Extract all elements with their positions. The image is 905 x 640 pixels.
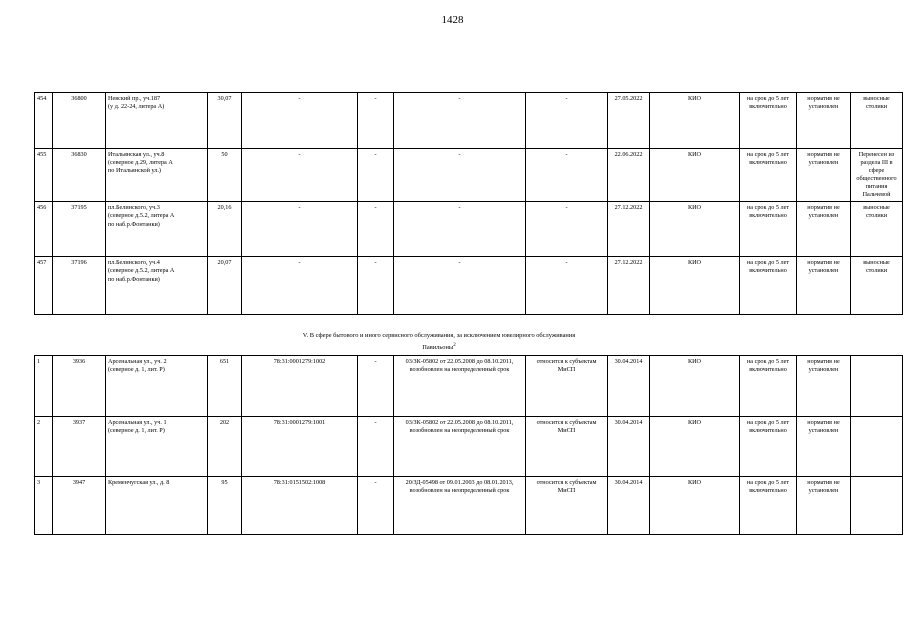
- cell-note: выносные столики: [851, 93, 903, 149]
- cell-cadastral-number: -: [242, 257, 358, 315]
- cell-term: на срок до 5 лет включительно: [740, 149, 797, 202]
- cell-cadastral-number: 78:31:0001279:1001: [242, 417, 358, 477]
- cell-authority: КИО: [650, 202, 740, 257]
- cell-term: на срок до 5 лет включительно: [740, 93, 797, 149]
- cell-date: 27.12.2022: [608, 257, 650, 315]
- cell-term: на срок до 5 лет включительно: [740, 257, 797, 315]
- cell-registry-number: 37195: [53, 202, 106, 257]
- cell-area: 651: [208, 356, 242, 417]
- table-row: [35, 477, 903, 535]
- cell-note: выносные столики: [851, 257, 903, 315]
- cell-col-6: -: [358, 93, 394, 149]
- cell-registry-number: 3947: [53, 477, 106, 535]
- cell-contract: -: [394, 257, 526, 315]
- cell-date: 30.04.2014: [608, 417, 650, 477]
- cell-registry-number: 37196: [53, 257, 106, 315]
- cell-date: 27.05.2022: [608, 93, 650, 149]
- cell-address: пл.Белинского, уч.3 (северное д.5.2, литера А по наб.р.Фонтанки): [106, 202, 208, 257]
- cell-note: [851, 356, 903, 417]
- cell-contract: -: [394, 202, 526, 257]
- section-subtitle-text: Павильоны: [422, 344, 454, 352]
- cell-note: Перенесен из раздела III в сфере общественного питания Пальчевой: [851, 149, 903, 202]
- cell-row-number: 457: [35, 257, 53, 315]
- cell-note: [851, 417, 903, 477]
- cell-date: 22.06.2022: [608, 149, 650, 202]
- cell-contract: -: [394, 93, 526, 149]
- cell-norm: норматив не установлен: [797, 93, 851, 149]
- table-row: [35, 93, 903, 149]
- cell-row-number: 454: [35, 93, 53, 149]
- cell-smb-status: -: [526, 93, 608, 149]
- register-table-top: [34, 92, 903, 315]
- cell-term: на срок до 5 лет включительно: [740, 202, 797, 257]
- cell-address: Кременчугская ул., д. 8: [106, 477, 208, 535]
- cell-authority: КИО: [650, 257, 740, 315]
- cell-term: на срок до 5 лет включительно: [740, 417, 797, 477]
- cell-address: Невский пр., уч.187 (у д. 22-24, литера А): [106, 93, 208, 149]
- cell-registry-number: 3937: [53, 417, 106, 477]
- cell-date: 30.04.2014: [608, 356, 650, 417]
- cell-note: выносные столики: [851, 202, 903, 257]
- cell-area: 20,07: [208, 257, 242, 315]
- section-subtitle: [34, 343, 844, 351]
- cell-authority: КИО: [650, 149, 740, 202]
- cell-row-number: 456: [35, 202, 53, 257]
- cell-smb-status: относится к субъектам МиСП: [526, 477, 608, 535]
- cell-address: Арсенальная ул., уч. 1 (северное д. 1, лит. Р): [106, 417, 208, 477]
- cell-norm: норматив не установлен: [797, 417, 851, 477]
- table-row: [35, 356, 903, 417]
- cell-row-number: 2: [35, 417, 53, 477]
- cell-col-6: -: [358, 202, 394, 257]
- cell-contract: 03/ЗК-05802 от 22.05.2008 до 08.10.2011, возобновлен на неопределенный срок: [394, 417, 526, 477]
- footnote-marker: 2: [453, 343, 456, 348]
- page-number: 1428: [441, 14, 464, 26]
- cell-term: на срок до 5 лет включительно: [740, 356, 797, 417]
- cell-authority: КИО: [650, 93, 740, 149]
- table-row: [35, 257, 903, 315]
- cell-norm: норматив не установлен: [797, 477, 851, 535]
- cell-date: 27.12.2022: [608, 202, 650, 257]
- cell-area: 30,07: [208, 93, 242, 149]
- cell-cadastral-number: -: [242, 202, 358, 257]
- cell-contract: -: [394, 149, 526, 202]
- cell-norm: норматив не установлен: [797, 202, 851, 257]
- cell-area: 20,16: [208, 202, 242, 257]
- cell-smb-status: относится к субъектам МиСП: [526, 417, 608, 477]
- cell-cadastral-number: 78:31:0151502:1008: [242, 477, 358, 535]
- cell-authority: КИО: [650, 477, 740, 535]
- cell-col-6: -: [358, 417, 394, 477]
- cell-address: Итальянская ул., уч.8 (северное д.29, литера А по Итальянской ул.): [106, 149, 208, 202]
- section-title: V. В сфере бытового и иного сервисного обслуживания, за исключением ювелирного обслуживания: [302, 332, 576, 339]
- cell-smb-status: -: [526, 202, 608, 257]
- cell-address: Арсенальная ул., уч. 2 (северное д. 1, лит. Р): [106, 356, 208, 417]
- cell-authority: КИО: [650, 356, 740, 417]
- cell-norm: норматив не установлен: [797, 356, 851, 417]
- cell-note: [851, 477, 903, 535]
- register-table-bottom: [34, 355, 903, 535]
- cell-col-6: -: [358, 257, 394, 315]
- cell-norm: норматив не установлен: [797, 149, 851, 202]
- cell-cadastral-number: -: [242, 93, 358, 149]
- cell-row-number: 1: [35, 356, 53, 417]
- cell-term: на срок до 5 лет включительно: [740, 477, 797, 535]
- table-row: [35, 149, 903, 202]
- cell-smb-status: относится к субъектам МиСП: [526, 356, 608, 417]
- cell-col-6: -: [358, 477, 394, 535]
- cell-registry-number: 3936: [53, 356, 106, 417]
- cell-norm: норматив не установлен: [797, 257, 851, 315]
- cell-date: 30.04.2014: [608, 477, 650, 535]
- table-row: [35, 417, 903, 477]
- cell-area: 202: [208, 417, 242, 477]
- cell-col-6: -: [358, 356, 394, 417]
- cell-col-6: -: [358, 149, 394, 202]
- cell-area: 95: [208, 477, 242, 535]
- table-row: [35, 202, 903, 257]
- cell-row-number: 3: [35, 477, 53, 535]
- cell-registry-number: 36800: [53, 93, 106, 149]
- cell-smb-status: -: [526, 149, 608, 202]
- cell-row-number: 455: [35, 149, 53, 202]
- cell-cadastral-number: -: [242, 149, 358, 202]
- cell-registry-number: 36830: [53, 149, 106, 202]
- cell-contract: 20/ЗД-05498 от 09.01.2003 до 08.01.2013, возобновлен на неопределенный срок: [394, 477, 526, 535]
- cell-address: пл.Белинского, уч.4 (северное д.5.2, литера А по наб.р.Фонтанки): [106, 257, 208, 315]
- cell-authority: КИО: [650, 417, 740, 477]
- cell-cadastral-number: 78:31:0001279:1002: [242, 356, 358, 417]
- cell-contract: 03/ЗК-05802 от 22.05.2008 до 08.10.2011, возобновлен на неопределенный срок: [394, 356, 526, 417]
- cell-smb-status: -: [526, 257, 608, 315]
- cell-area: 50: [208, 149, 242, 202]
